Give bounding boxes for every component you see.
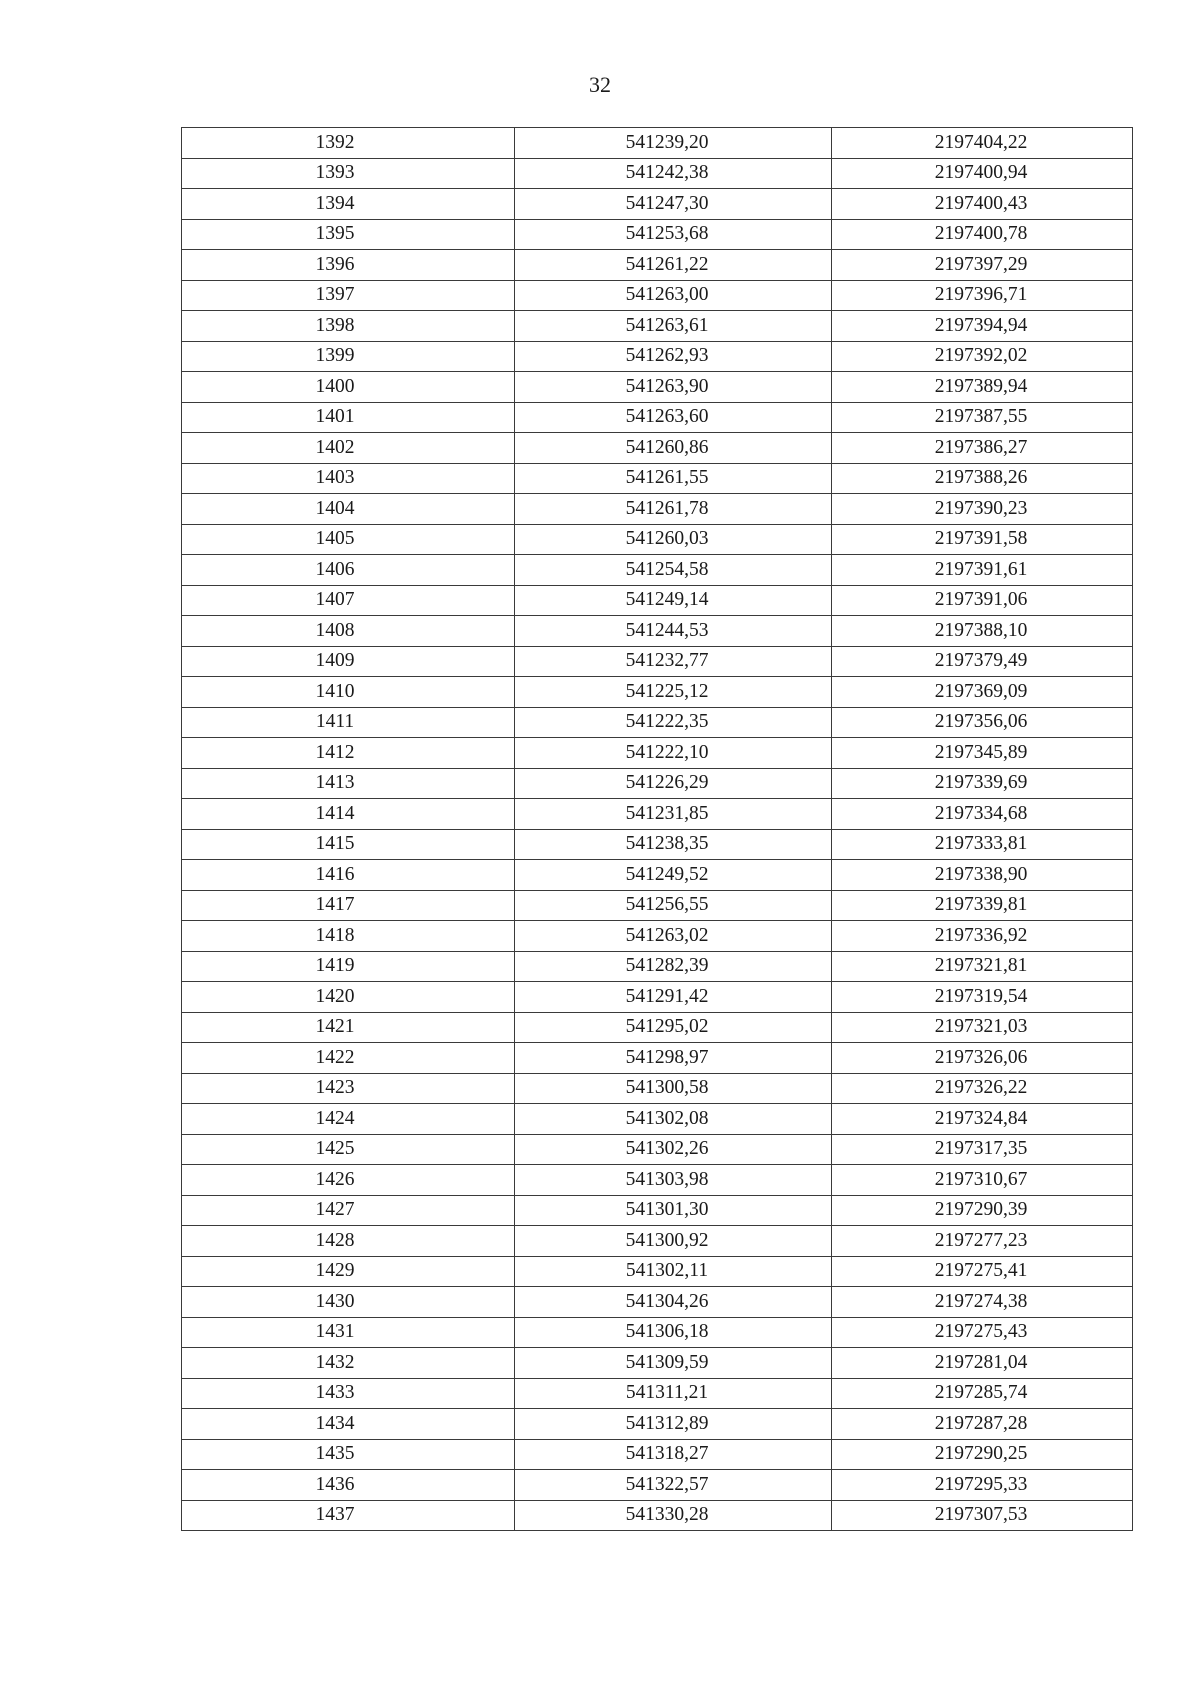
table-row <box>182 738 1133 769</box>
x-coordinate-cell: 541298,97 <box>515 1043 832 1074</box>
y-coordinate-cell: 2197356,06 <box>832 707 1133 738</box>
y-coordinate-cell: 2197287,28 <box>832 1409 1133 1440</box>
point-number-cell: 1411 <box>182 707 515 738</box>
table-row <box>182 128 1133 159</box>
y-coordinate-cell: 2197345,89 <box>832 738 1133 769</box>
table-row <box>182 494 1133 525</box>
point-number-cell: 1398 <box>182 311 515 342</box>
point-number-cell: 1432 <box>182 1348 515 1379</box>
table-row <box>182 646 1133 677</box>
table-row <box>182 1043 1133 1074</box>
x-coordinate-cell: 541249,14 <box>515 585 832 616</box>
point-number-cell: 1417 <box>182 890 515 921</box>
point-number-cell: 1434 <box>182 1409 515 1440</box>
table-row <box>182 433 1133 464</box>
point-number-cell: 1422 <box>182 1043 515 1074</box>
point-number-cell: 1421 <box>182 1012 515 1043</box>
table-row <box>182 219 1133 250</box>
y-coordinate-cell: 2197369,09 <box>832 677 1133 708</box>
table-row <box>182 524 1133 555</box>
point-number-cell: 1425 <box>182 1134 515 1165</box>
x-coordinate-cell: 541256,55 <box>515 890 832 921</box>
point-number-cell: 1413 <box>182 768 515 799</box>
point-number-cell: 1407 <box>182 585 515 616</box>
y-coordinate-cell: 2197310,67 <box>832 1165 1133 1196</box>
x-coordinate-cell: 541261,22 <box>515 250 832 281</box>
x-coordinate-cell: 541238,35 <box>515 829 832 860</box>
y-coordinate-cell: 2197274,38 <box>832 1287 1133 1318</box>
table-row <box>182 1439 1133 1470</box>
x-coordinate-cell: 541302,26 <box>515 1134 832 1165</box>
table-row <box>182 189 1133 220</box>
x-coordinate-cell: 541295,02 <box>515 1012 832 1043</box>
x-coordinate-cell: 541260,86 <box>515 433 832 464</box>
y-coordinate-cell: 2197396,71 <box>832 280 1133 311</box>
point-number-cell: 1414 <box>182 799 515 830</box>
point-number-cell: 1410 <box>182 677 515 708</box>
y-coordinate-cell: 2197275,43 <box>832 1317 1133 1348</box>
point-number-cell: 1427 <box>182 1195 515 1226</box>
y-coordinate-cell: 2197391,06 <box>832 585 1133 616</box>
y-coordinate-cell: 2197388,26 <box>832 463 1133 494</box>
coordinates-table-body <box>182 128 1133 1531</box>
table-row <box>182 1073 1133 1104</box>
x-coordinate-cell: 541261,55 <box>515 463 832 494</box>
point-number-cell: 1420 <box>182 982 515 1013</box>
y-coordinate-cell: 2197400,43 <box>832 189 1133 220</box>
table-row <box>182 250 1133 281</box>
point-number-cell: 1405 <box>182 524 515 555</box>
y-coordinate-cell: 2197307,53 <box>832 1500 1133 1531</box>
point-number-cell: 1403 <box>182 463 515 494</box>
point-number-cell: 1399 <box>182 341 515 372</box>
y-coordinate-cell: 2197397,29 <box>832 250 1133 281</box>
x-coordinate-cell: 541263,00 <box>515 280 832 311</box>
x-coordinate-cell: 541309,59 <box>515 1348 832 1379</box>
x-coordinate-cell: 541253,68 <box>515 219 832 250</box>
y-coordinate-cell: 2197391,58 <box>832 524 1133 555</box>
table-row <box>182 951 1133 982</box>
x-coordinate-cell: 541225,12 <box>515 677 832 708</box>
table-row <box>182 1195 1133 1226</box>
x-coordinate-cell: 541231,85 <box>515 799 832 830</box>
table-row <box>182 1226 1133 1257</box>
x-coordinate-cell: 541301,30 <box>515 1195 832 1226</box>
x-coordinate-cell: 541242,38 <box>515 158 832 189</box>
table-row <box>182 1500 1133 1531</box>
table-row <box>182 1256 1133 1287</box>
table-row <box>182 555 1133 586</box>
point-number-cell: 1419 <box>182 951 515 982</box>
x-coordinate-cell: 541311,21 <box>515 1378 832 1409</box>
point-number-cell: 1436 <box>182 1470 515 1501</box>
table-row <box>182 1470 1133 1501</box>
table-row <box>182 372 1133 403</box>
page-number: 32 <box>589 72 611 97</box>
x-coordinate-cell: 541306,18 <box>515 1317 832 1348</box>
y-coordinate-cell: 2197333,81 <box>832 829 1133 860</box>
x-coordinate-cell: 541330,28 <box>515 1500 832 1531</box>
table-row <box>182 1134 1133 1165</box>
y-coordinate-cell: 2197275,41 <box>832 1256 1133 1287</box>
y-coordinate-cell: 2197317,35 <box>832 1134 1133 1165</box>
x-coordinate-cell: 541322,57 <box>515 1470 832 1501</box>
point-number-cell: 1397 <box>182 280 515 311</box>
x-coordinate-cell: 541222,10 <box>515 738 832 769</box>
x-coordinate-cell: 541261,78 <box>515 494 832 525</box>
x-coordinate-cell: 541302,08 <box>515 1104 832 1135</box>
table-row <box>182 585 1133 616</box>
point-number-cell: 1392 <box>182 128 515 159</box>
x-coordinate-cell: 541260,03 <box>515 524 832 555</box>
y-coordinate-cell: 2197338,90 <box>832 860 1133 891</box>
table-row <box>182 768 1133 799</box>
point-number-cell: 1396 <box>182 250 515 281</box>
y-coordinate-cell: 2197386,27 <box>832 433 1133 464</box>
x-coordinate-cell: 541263,61 <box>515 311 832 342</box>
table-row <box>182 341 1133 372</box>
coordinates-table <box>181 127 1133 1531</box>
point-number-cell: 1402 <box>182 433 515 464</box>
point-number-cell: 1435 <box>182 1439 515 1470</box>
table-row <box>182 1165 1133 1196</box>
y-coordinate-cell: 2197295,33 <box>832 1470 1133 1501</box>
table-row <box>182 402 1133 433</box>
table-row <box>182 1409 1133 1440</box>
table-row <box>182 1104 1133 1135</box>
table-row <box>182 921 1133 952</box>
x-coordinate-cell: 541303,98 <box>515 1165 832 1196</box>
table-row <box>182 707 1133 738</box>
x-coordinate-cell: 541247,30 <box>515 189 832 220</box>
x-coordinate-cell: 541244,53 <box>515 616 832 647</box>
y-coordinate-cell: 2197321,03 <box>832 1012 1133 1043</box>
y-coordinate-cell: 2197394,94 <box>832 311 1133 342</box>
table-row <box>182 982 1133 1013</box>
y-coordinate-cell: 2197400,78 <box>832 219 1133 250</box>
x-coordinate-cell: 541312,89 <box>515 1409 832 1440</box>
x-coordinate-cell: 541263,60 <box>515 402 832 433</box>
table-row <box>182 799 1133 830</box>
point-number-cell: 1437 <box>182 1500 515 1531</box>
x-coordinate-cell: 541291,42 <box>515 982 832 1013</box>
y-coordinate-cell: 2197334,68 <box>832 799 1133 830</box>
table-row <box>182 1348 1133 1379</box>
x-coordinate-cell: 541263,90 <box>515 372 832 403</box>
y-coordinate-cell: 2197285,74 <box>832 1378 1133 1409</box>
point-number-cell: 1400 <box>182 372 515 403</box>
y-coordinate-cell: 2197391,61 <box>832 555 1133 586</box>
point-number-cell: 1430 <box>182 1287 515 1318</box>
y-coordinate-cell: 2197404,22 <box>832 128 1133 159</box>
x-coordinate-cell: 541262,93 <box>515 341 832 372</box>
x-coordinate-cell: 541263,02 <box>515 921 832 952</box>
table-row <box>182 280 1133 311</box>
point-number-cell: 1433 <box>182 1378 515 1409</box>
point-number-cell: 1408 <box>182 616 515 647</box>
x-coordinate-cell: 541300,58 <box>515 1073 832 1104</box>
y-coordinate-cell: 2197400,94 <box>832 158 1133 189</box>
point-number-cell: 1428 <box>182 1226 515 1257</box>
y-coordinate-cell: 2197326,22 <box>832 1073 1133 1104</box>
x-coordinate-cell: 541232,77 <box>515 646 832 677</box>
y-coordinate-cell: 2197281,04 <box>832 1348 1133 1379</box>
x-coordinate-cell: 541300,92 <box>515 1226 832 1257</box>
y-coordinate-cell: 2197379,49 <box>832 646 1133 677</box>
point-number-cell: 1429 <box>182 1256 515 1287</box>
y-coordinate-cell: 2197390,23 <box>832 494 1133 525</box>
table-row <box>182 1287 1133 1318</box>
point-number-cell: 1418 <box>182 921 515 952</box>
x-coordinate-cell: 541254,58 <box>515 555 832 586</box>
table-row <box>182 677 1133 708</box>
point-number-cell: 1404 <box>182 494 515 525</box>
point-number-cell: 1415 <box>182 829 515 860</box>
point-number-cell: 1424 <box>182 1104 515 1135</box>
point-number-cell: 1394 <box>182 189 515 220</box>
x-coordinate-cell: 541222,35 <box>515 707 832 738</box>
table-row <box>182 311 1133 342</box>
point-number-cell: 1395 <box>182 219 515 250</box>
y-coordinate-cell: 2197324,84 <box>832 1104 1133 1135</box>
y-coordinate-cell: 2197321,81 <box>832 951 1133 982</box>
x-coordinate-cell: 541302,11 <box>515 1256 832 1287</box>
point-number-cell: 1393 <box>182 158 515 189</box>
point-number-cell: 1401 <box>182 402 515 433</box>
y-coordinate-cell: 2197319,54 <box>832 982 1133 1013</box>
y-coordinate-cell: 2197326,06 <box>832 1043 1133 1074</box>
x-coordinate-cell: 541282,39 <box>515 951 832 982</box>
y-coordinate-cell: 2197290,25 <box>832 1439 1133 1470</box>
x-coordinate-cell: 541304,26 <box>515 1287 832 1318</box>
table-row <box>182 158 1133 189</box>
table-row <box>182 1012 1133 1043</box>
y-coordinate-cell: 2197290,39 <box>832 1195 1133 1226</box>
x-coordinate-cell: 541239,20 <box>515 128 832 159</box>
x-coordinate-cell: 541226,29 <box>515 768 832 799</box>
y-coordinate-cell: 2197339,69 <box>832 768 1133 799</box>
point-number-cell: 1423 <box>182 1073 515 1104</box>
y-coordinate-cell: 2197388,10 <box>832 616 1133 647</box>
table-row <box>182 1378 1133 1409</box>
point-number-cell: 1431 <box>182 1317 515 1348</box>
table-row <box>182 860 1133 891</box>
point-number-cell: 1426 <box>182 1165 515 1196</box>
table-row <box>182 463 1133 494</box>
point-number-cell: 1416 <box>182 860 515 891</box>
point-number-cell: 1409 <box>182 646 515 677</box>
point-number-cell: 1406 <box>182 555 515 586</box>
y-coordinate-cell: 2197339,81 <box>832 890 1133 921</box>
y-coordinate-cell: 2197392,02 <box>832 341 1133 372</box>
table-row <box>182 616 1133 647</box>
y-coordinate-cell: 2197277,23 <box>832 1226 1133 1257</box>
x-coordinate-cell: 541318,27 <box>515 1439 832 1470</box>
y-coordinate-cell: 2197336,92 <box>832 921 1133 952</box>
table-row <box>182 1317 1133 1348</box>
y-coordinate-cell: 2197389,94 <box>832 372 1133 403</box>
table-row <box>182 829 1133 860</box>
x-coordinate-cell: 541249,52 <box>515 860 832 891</box>
point-number-cell: 1412 <box>182 738 515 769</box>
table-row <box>182 890 1133 921</box>
y-coordinate-cell: 2197387,55 <box>832 402 1133 433</box>
